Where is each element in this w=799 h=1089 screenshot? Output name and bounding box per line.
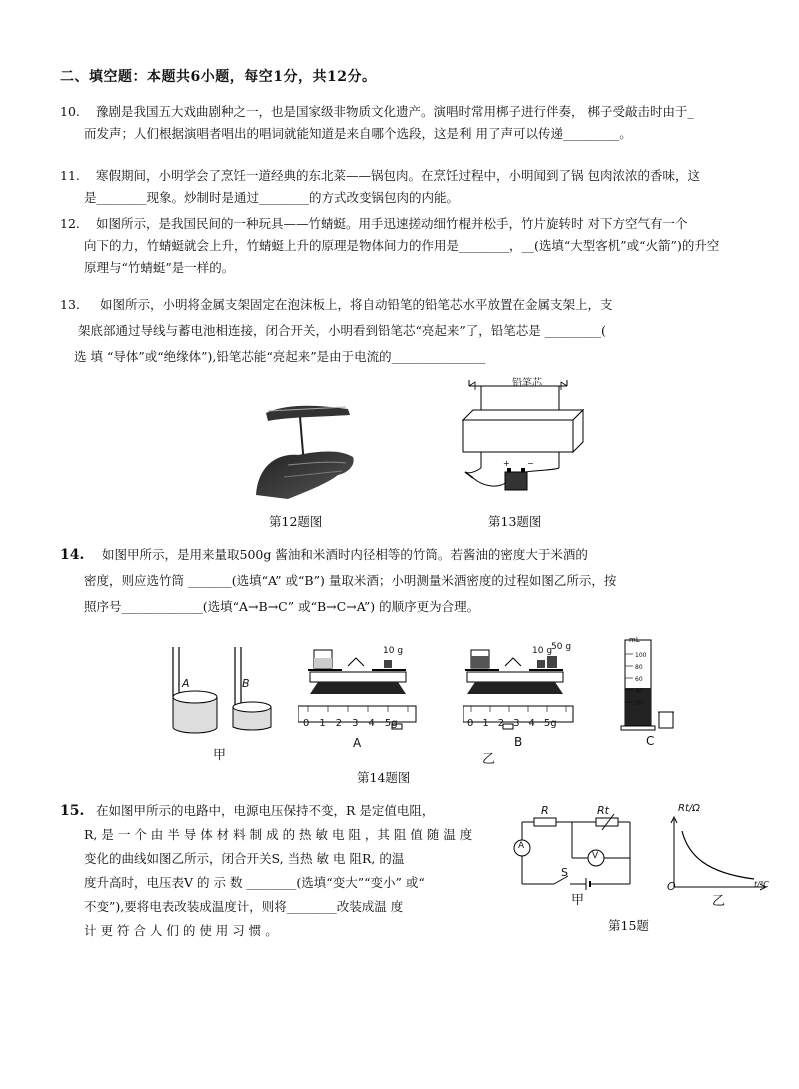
- origin-label: O: [667, 880, 676, 893]
- figure-jia-label-15: 甲: [571, 893, 585, 908]
- question-number: 14.: [60, 547, 85, 563]
- figure-jia-label: 甲: [213, 748, 227, 763]
- question-text: 原理与“竹蜻蜓”是一样的。: [84, 260, 235, 275]
- svg-text:+: +: [503, 459, 510, 468]
- question-text: 向下的力，竹蜻蜓就会上升，竹蜻蜓上升的原理是物体间力的作用是________，__(选填“大型客机”或“火箭”)的升空: [84, 238, 720, 253]
- figure-yi-label-15: 乙: [712, 894, 726, 909]
- figure-yi-label: 乙: [482, 752, 496, 767]
- question-text: 如图所示，是我国民间的一种玩具——竹蜻蜓。用手迅速搓动细竹棍并松手，竹片旋转时 对下方空气有一个: [96, 216, 688, 231]
- svg-text:−: −: [527, 459, 534, 468]
- circuit-diagram-jia: [512, 800, 637, 895]
- question-number: 15.: [60, 803, 85, 819]
- question-13: [60, 292, 780, 370]
- tube-b-label: B: [242, 677, 250, 690]
- resistor-r-label: R: [541, 804, 549, 817]
- question-text: R, 是 一 个 由 半 导 体 材 料 制 成 的 热 敏 电 阻 ，其 阻 值 随 温 度: [84, 827, 473, 842]
- question-number: 10.: [60, 104, 80, 119]
- cylinder-ticks: 100 80 60 40 20: [635, 652, 647, 707]
- scale-b-ticks: 012345g: [467, 718, 557, 729]
- question-text: 在如图甲所示的电路中，电源电压保持不变，R 是定值电阻，: [96, 803, 435, 818]
- question-text: 选 填 “导体”或“绝缘体”),铅笔芯能“亮起来”是由于电流的_______________: [74, 349, 486, 364]
- figure-15-caption: 第15题: [608, 918, 649, 933]
- figure-13-caption: 第13题图: [488, 514, 542, 529]
- cylinder-c-label: C: [646, 734, 655, 748]
- question-number: 12.: [60, 216, 80, 231]
- question-text: 是________现象。炒制时是通过________的方式改变锅包肉的内能。: [84, 190, 460, 205]
- weight-10g-label: 10 g: [383, 646, 404, 656]
- switch-s-label: S: [561, 866, 568, 879]
- figure-12-caption: 第12题图: [269, 514, 323, 529]
- question-text: 架底部通过导线与蓄电池相连接，闭合开关，小明看到铅笔芯“亮起来”了，铅笔芯是 _________(: [78, 323, 606, 338]
- thermistor-rt-label: Rt: [597, 804, 609, 817]
- cylinder-unit: mL: [629, 636, 640, 644]
- bamboo-tubes-figure: [165, 645, 277, 735]
- question-text: 度升高时，电压表V 的 示 数 ________(选填“变大”“变小” 或“: [84, 875, 425, 890]
- question-10: [60, 101, 780, 145]
- question-15: [60, 799, 510, 943]
- weight-10g-label-b: 10 g: [532, 646, 553, 656]
- pencil-lead-label: 铅笔芯: [512, 378, 542, 389]
- question-number: 11.: [60, 168, 80, 183]
- y-axis-label: Rt/Ω: [678, 803, 700, 814]
- scale-a-ticks: 012345g: [303, 718, 398, 729]
- pencil-lead-circuit-diagram: [455, 372, 595, 500]
- tube-a-label: A: [182, 677, 190, 690]
- scale-b-label: B: [514, 735, 523, 749]
- section-title: 二、填空题：本题共6小题，每空1分，共12分。: [60, 69, 377, 85]
- scale-a-label: A: [353, 736, 362, 750]
- question-11: [60, 165, 780, 209]
- question-text: 而发声；人们根据演唱者唱出的唱词就能知道是来自哪个选段，这是利 用了声可以传递_________。: [84, 126, 632, 141]
- question-number: 13.: [60, 297, 80, 312]
- figure-14-caption: 第14题图: [357, 770, 411, 785]
- voltmeter-icon: V: [592, 851, 599, 861]
- question-text: 不变”),要将电表改装成温度计，则将________改装成温 度: [84, 899, 404, 914]
- question-text: 变化的曲线如图乙所示，闭合开关S, 当热 敏 电 阻R, 的温: [84, 851, 405, 866]
- question-text: 豫剧是我国五大戏曲剧种之一，也是国家级非物质文化遗产。演唱时常用梆子进行伴奏， 梆子受敲击时由于_: [96, 104, 694, 119]
- x-axis-label: t/℃: [754, 880, 769, 889]
- question-12: [60, 213, 780, 279]
- weight-50g-label: 50 g: [551, 642, 572, 652]
- question-text: 照序号_____________(选填“A→B→C” 或“B→C→A”) 的顺序更为合理。: [84, 599, 480, 614]
- ammeter-icon: A: [518, 841, 525, 851]
- question-text: 计 更 符 合 人 们 的 使 用 习 惯 。: [84, 923, 278, 938]
- question-text: 寒假期间，小明学会了烹饪一道经典的东北菜——锅包肉。在烹饪过程中，小明闻到了锅 包肉浓浓的香味，这: [96, 168, 700, 183]
- question-text: 如图甲所示，是用来量取500g 酱油和米酒时内径相等的竹筒。若酱油的密度大于米酒的: [102, 547, 588, 562]
- bamboo-dragonfly-photo: [248, 395, 358, 500]
- question-14: [60, 542, 780, 620]
- question-text: 密度，则应选竹筒 _______(选填“A” 或“B”) 量取米酒；小明测量米酒密度的过程如图乙所示，按: [84, 573, 617, 588]
- question-text: 如图所示，小明将金属支架固定在泡沫板上，将自动铅笔的铅笔芯水平放置在金属支架上，支: [100, 297, 613, 312]
